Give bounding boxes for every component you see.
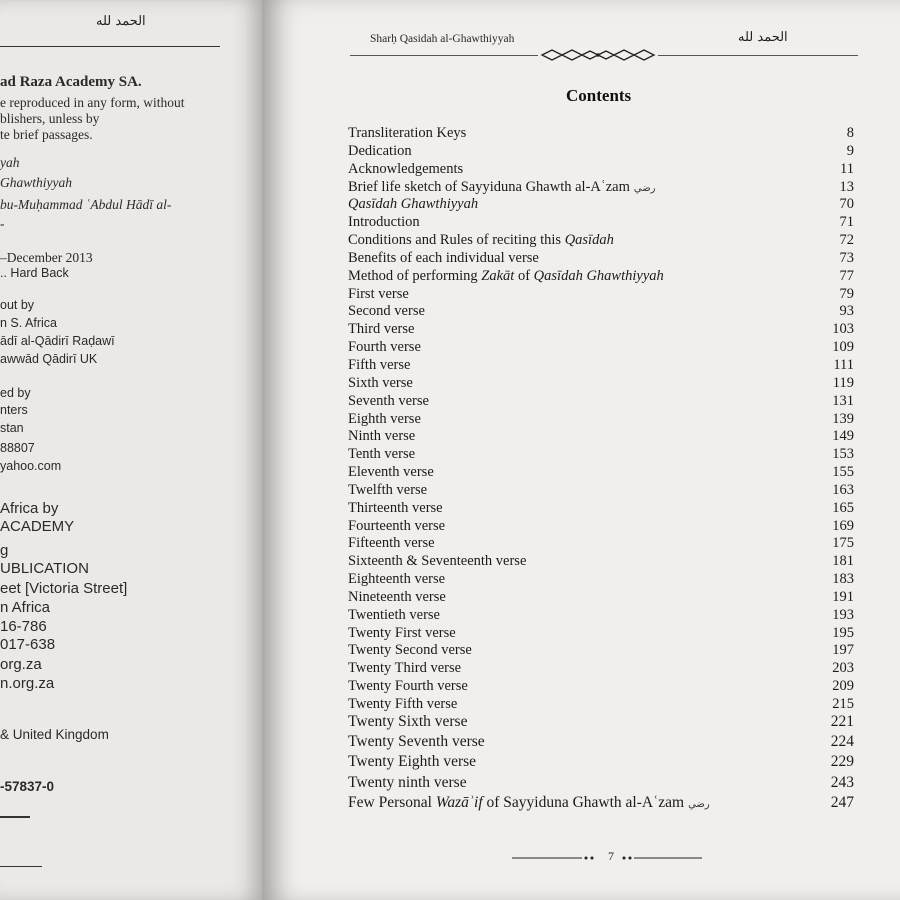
toc-entry[interactable] [348,753,873,773]
toc-entry-title [348,677,468,695]
toc-entry-page: 175 [832,535,854,552]
toc-entry-title [348,463,434,481]
toc-entry-title [348,733,485,751]
toc-entry-title [348,267,664,285]
toc-entry-page: 71 [839,214,854,231]
toc-title-text: Introduction [348,214,420,231]
toc-title-text: Dedication [348,142,412,159]
toc-entry[interactable] [348,302,873,320]
toc-entry[interactable] [348,606,873,624]
toc-entry-page: 195 [832,624,854,641]
toc-title-text: Fourth verse [348,339,421,356]
footer-ornament-icon [512,852,702,864]
toc-entry[interactable] [348,267,873,285]
toc-entry-page: 181 [832,553,854,570]
toc-title-text: Twelfth verse [348,481,428,498]
toc-entry[interactable] [348,178,873,196]
toc-entry-title [348,160,463,178]
toc-entry-page: 169 [832,517,854,534]
toc-entry[interactable] [348,463,873,481]
toc-title-italic: Wazāʾif [435,794,483,812]
toc-entry[interactable] [348,659,873,677]
toc-entry[interactable] [348,124,873,142]
toc-entry[interactable] [348,588,873,606]
toc-entry[interactable] [348,285,873,303]
imprint-line: org.za [0,656,42,673]
imprint-line: - [0,216,5,231]
toc-entry-page: 155 [832,464,854,481]
imprint-line: out by [0,298,35,312]
toc-title-text: Method of performing [348,267,478,284]
toc-entry-title [348,753,476,771]
toc-entry-page: 13 [839,178,854,195]
toc-title-text: Twenty Eighth verse [348,753,477,771]
imprint-line: 017-638 [0,636,56,653]
toc-title-text: Eighth verse [348,410,421,427]
toc-entry-title [348,570,445,588]
toc-title-text: Twenty Seventh verse [348,733,485,751]
toc-entry[interactable] [348,570,873,588]
imprint-line: awwād Qādirī UK [0,352,98,366]
toc-title-text: Fifth verse [348,356,411,373]
toc-entry-title [348,774,467,792]
imprint-line: Ghawthiyyah [0,175,72,190]
toc-entry-title [348,356,410,374]
toc-entry-page: 139 [832,410,854,427]
toc-entry-page: 197 [832,642,854,659]
toc-entry-title [348,374,413,392]
toc-entry-page: 229 [830,753,854,771]
toc-title-text: Few Personal [348,794,432,812]
imprint-line: UBLICATION [0,560,89,577]
toc-entry[interactable] [348,534,873,552]
toc-entry-title [348,588,446,606]
toc-title-text: Nineteenth verse [348,588,446,605]
toc-entry-title [348,285,409,303]
toc-entry-title [348,427,415,445]
toc-entry[interactable] [348,231,873,249]
imprint-line: yahoo.com [0,459,62,473]
imprint-line: e reproduced in any form, without [0,95,185,110]
toc-title-italic: Qasīdah Ghawthiyyah [348,196,479,213]
imprint-line: n S. Africa [0,316,57,330]
toc-title-text: Twenty Third verse [348,660,462,677]
toc-title-italic: Qasīdah [564,232,614,249]
toc-entry-title [348,213,420,231]
toc-entry[interactable] [348,338,873,356]
imprint-line: ACADEMY [0,518,75,535]
table-of-contents [348,124,873,814]
imprint-line: n Africa [0,599,51,616]
toc-entry-title [348,659,461,677]
toc-title-text: Twenty Fourth verse [348,678,468,695]
toc-title-text: Twenty Sixth verse [348,712,468,730]
toc-entry[interactable] [348,374,873,392]
toc-title-text: Conditions and Rules of reciting this [348,232,562,249]
toc-entry[interactable] [348,713,873,733]
toc-title-text: Seventh verse [348,392,429,409]
imprint-line: blishers, unless by [0,111,100,126]
footer-rule [0,816,30,818]
toc-entry-page: 203 [832,660,854,677]
toc-title-text: of Sayyiduna Ghawth al-Aʿzam [486,794,685,812]
toc-entry[interactable] [348,794,873,814]
toc-entry-page: 183 [832,571,854,588]
toc-entry-page: 163 [832,481,854,498]
toc-entry-title [348,195,478,213]
imprint-line: ad Raza Academy SA. [0,74,142,90]
toc-entry-page: 149 [832,428,854,445]
toc-title-italic: Zakāt [481,267,515,284]
toc-title-text: Acknowledgements [348,160,464,177]
toc-entry[interactable] [348,552,873,570]
toc-entry[interactable] [348,249,873,267]
imprint-line: ed by [0,386,31,400]
honorific-icon: رضي [688,799,710,811]
imprint-line: n.org.za [0,675,55,692]
toc-entry-page: 224 [830,733,854,751]
toc-entry-title [348,249,539,267]
toc-entry-page: 109 [832,339,854,356]
imprint-line: ādī al-Qādirī Raḍawī [0,334,115,348]
toc-entry-page: 215 [832,696,854,712]
header-calligraphy: الحمد لله [96,14,146,29]
imprint-line: eet [Victoria Street] [0,580,128,597]
toc-entry[interactable] [348,213,873,231]
toc-title-text: Sixteenth & Seventeenth verse [348,553,527,570]
toc-entry-page: 70 [839,196,854,213]
toc-entry[interactable] [348,142,873,160]
toc-title-text: Brief life sketch of Sayyiduna Ghawth al-Aʿzam [348,178,630,195]
toc-entry-title [348,606,440,624]
toc-title-text: Ninth verse [348,428,416,445]
toc-entry[interactable] [348,624,873,642]
toc-title-text: Tenth verse [348,446,416,463]
toc-entry-page: 79 [839,285,854,302]
toc-entry-page: 103 [832,321,854,338]
toc-entry-page: 119 [832,374,854,391]
honorific-icon: رضي [633,182,656,194]
toc-entry[interactable] [348,410,873,428]
toc-entry-title [348,481,427,499]
running-head: Sharḥ Qasidah al-Ghawthiyyah [370,33,515,45]
page-title: Contents [566,86,632,105]
toc-title-text: Thirteenth verse [348,499,443,516]
imprint-line: te brief passages. [0,127,93,142]
toc-entry-page: 193 [832,606,854,623]
toc-entry-page: 77 [839,267,854,284]
toc-title-text: Third verse [348,321,415,338]
toc-entry[interactable] [348,499,873,517]
toc-title-text: of [517,267,531,284]
toc-title-text: Twentieth verse [348,606,440,623]
imprint-line: Africa by [0,500,59,517]
toc-entry-title [348,517,445,535]
toc-entry-page: 8 [846,125,854,141]
toc-entry[interactable] [348,677,873,695]
header-calligraphy-right: الحمد لله [738,30,788,45]
toc-entry[interactable] [348,695,873,713]
page-number: 7 [608,849,614,863]
toc-entry-title [348,142,412,160]
imprint-line: 88807 [0,441,35,455]
toc-title-text: Transliteration Keys [348,125,467,141]
toc-entry-page: 247 [830,794,854,812]
toc-title-text: Twenty Fifth verse [348,696,458,712]
toc-entry-page: 209 [832,678,854,695]
toc-entry-title [348,552,526,570]
toc-entry-title [348,320,414,338]
imprint-line: stan [0,421,24,435]
toc-title-text: Fifteenth verse [348,535,435,552]
toc-entry-page: 73 [839,249,854,266]
toc-entry-page: 153 [832,446,854,463]
toc-title-text: First verse [348,285,409,302]
toc-entry[interactable] [348,392,873,410]
imprint-line: g [0,542,9,559]
toc-title-text: Eleventh verse [348,464,434,481]
imprint-line: nters [0,403,28,417]
toc-title-text: Twenty First verse [348,624,456,641]
toc-entry-title [348,499,443,517]
toc-title-text: Twenty Second verse [348,642,472,659]
toc-entry[interactable] [348,195,873,213]
toc-entry[interactable] [348,481,873,499]
toc-entry-title [348,392,429,410]
toc-entry-page: 221 [830,712,854,730]
toc-entry[interactable] [348,320,873,338]
toc-entry[interactable] [348,160,873,178]
toc-entry[interactable] [348,517,873,535]
toc-entry-title [348,624,456,642]
toc-entry-title [348,124,466,142]
toc-entry[interactable] [348,356,873,374]
toc-entry-page: 243 [830,773,854,791]
toc-entry[interactable] [348,427,873,445]
toc-entry-title [348,302,425,320]
toc-title-text: Fourteenth verse [348,517,446,534]
ornament-icon [538,46,658,64]
imprint-line: bu-Muḥammad ʿAbdul Hādī al- [0,197,172,212]
toc-entry-page: 9 [846,142,854,159]
imprint-line: 16-786 [0,618,47,635]
toc-entry[interactable] [348,733,873,753]
toc-entry-title [348,231,614,249]
header-rule [0,46,220,47]
toc-title-text: Eighteenth verse [348,571,446,588]
toc-title-text: Benefits of each individual verse [348,249,539,266]
toc-entry-title [348,794,710,814]
toc-entry[interactable] [348,774,873,794]
imprint-line: –December 2013 [0,250,93,265]
toc-entry-title [348,713,467,731]
toc-entry-title [348,338,421,356]
imprint-line: & United Kingdom [0,727,109,742]
footer-rule-2 [0,866,42,867]
imprint-line: .. Hard Back [0,266,69,280]
toc-entry-title [348,410,421,428]
toc-entry-page: 11 [840,160,854,177]
toc-title-text: Second verse [348,303,425,320]
toc-title-italic: Qasīdah Ghawthiyyah [533,267,664,284]
toc-entry-title [348,641,472,659]
left-page [0,0,262,900]
imprint-line: -57837-0 [0,779,55,794]
toc-entry[interactable] [348,641,873,659]
toc-entry-title [348,695,457,713]
toc-entry-title [348,445,415,463]
toc-title-text: Sixth verse [348,374,413,391]
toc-entry-page: 111 [833,356,854,373]
toc-entry-page: 72 [839,232,854,249]
toc-entry-page: 93 [839,303,854,320]
toc-entry[interactable] [348,445,873,463]
toc-entry-title [348,534,435,552]
toc-entry-page: 191 [832,588,854,605]
toc-entry-page: 131 [832,392,854,409]
imprint-line: yah [0,155,20,170]
toc-entry-page: 165 [832,499,854,516]
toc-title-text: Twenty ninth verse [348,773,467,791]
